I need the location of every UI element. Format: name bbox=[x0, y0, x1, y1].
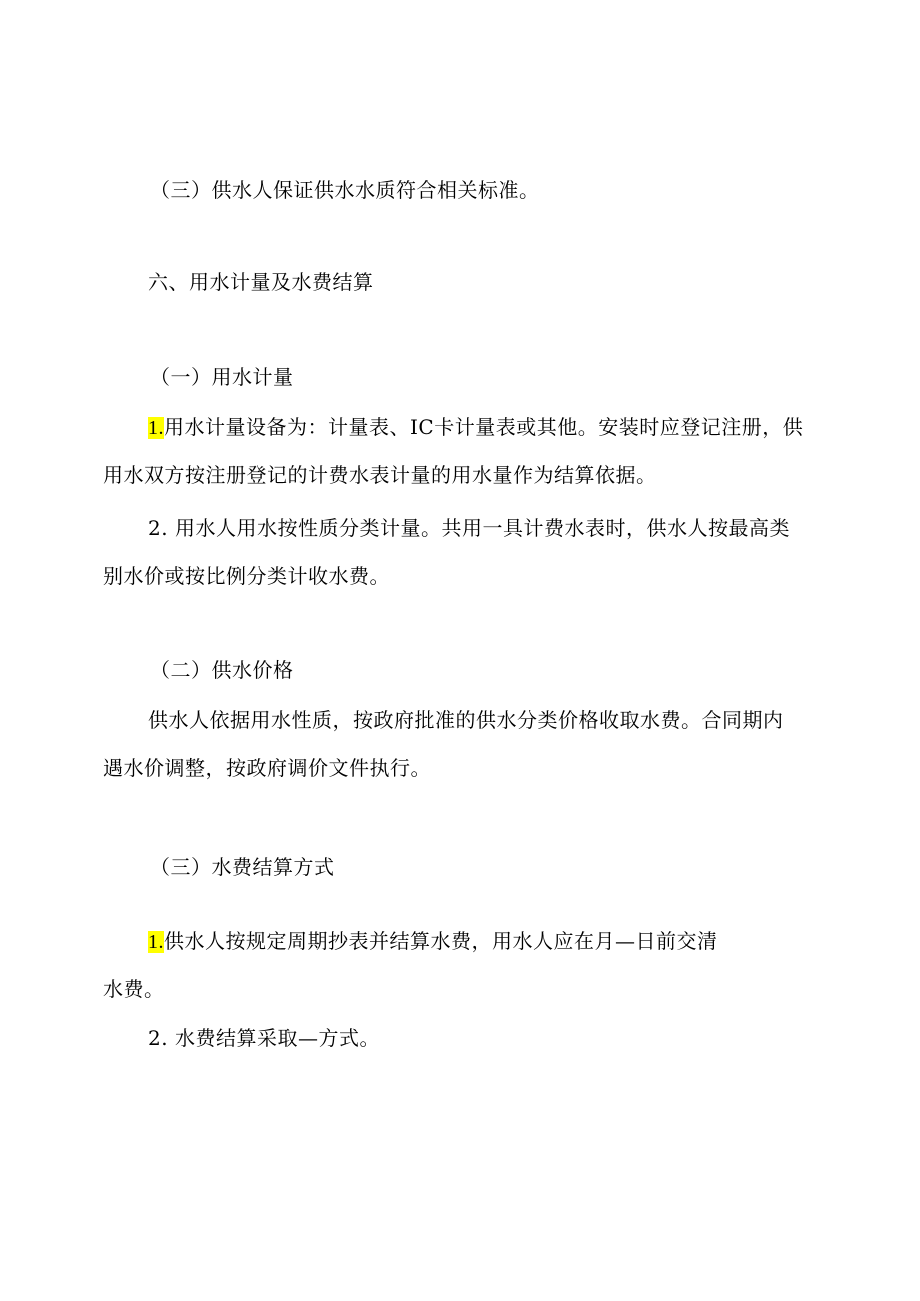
item-1-settlement-continuation bbox=[103, 975, 920, 1003]
item-1-metering-devices bbox=[148, 413, 920, 442]
line-text: 遇水价调整，按政府调价文件执行。 bbox=[103, 756, 431, 780]
line-text: 六、用水计量及水费结算 bbox=[148, 270, 374, 294]
section-3-water-quality bbox=[150, 176, 920, 204]
line-text: 2. 用水人用水按性质分类计量。共用一具计费水表时，供水人按最高类 bbox=[148, 516, 790, 540]
list-number-highlight: 1. bbox=[148, 417, 164, 439]
line-text: 供水人依据用水性质，按政府批准的供水分类价格收取水费。合同期内 bbox=[148, 708, 784, 732]
item-2-continuation bbox=[103, 562, 920, 590]
subheading-2-water-price bbox=[150, 656, 920, 684]
line-text: 2. 水费结算采取—方式。 bbox=[148, 1026, 380, 1050]
item-2-classified-metering bbox=[148, 514, 920, 542]
subheading-3-settlement-method bbox=[150, 853, 920, 881]
paragraph-price-basis bbox=[148, 706, 920, 734]
line-text: 别水价或按比例分类计收水费。 bbox=[103, 564, 390, 588]
heading-6-metering-and-billing bbox=[148, 268, 920, 296]
line-text: 供水人按规定周期抄表并结算水费，用水人应在月—日前交清 bbox=[164, 929, 718, 953]
line-text: （三）水费结算方式 bbox=[150, 855, 335, 879]
item-2-settlement-mode bbox=[148, 1024, 920, 1052]
line-text: 用水计量设备为：计量表、IC卡计量表或其他。安装时应登记注册，供 bbox=[164, 415, 804, 439]
line-text: （二）供水价格 bbox=[150, 658, 294, 682]
item-1-settlement-cycle bbox=[148, 927, 920, 956]
subheading-1-metering bbox=[150, 363, 920, 391]
line-text: （三）供水人保证供水水质符合相关标准。 bbox=[150, 178, 540, 202]
line-text: 用水双方按注册登记的计费水表计量的用水量作为结算依据。 bbox=[103, 463, 657, 487]
list-number-highlight: 1. bbox=[148, 931, 164, 953]
item-1-continuation bbox=[103, 461, 920, 489]
paragraph-price-continuation bbox=[103, 754, 920, 782]
line-text: （一）用水计量 bbox=[150, 365, 294, 389]
line-text: 水费。 bbox=[103, 977, 165, 1001]
